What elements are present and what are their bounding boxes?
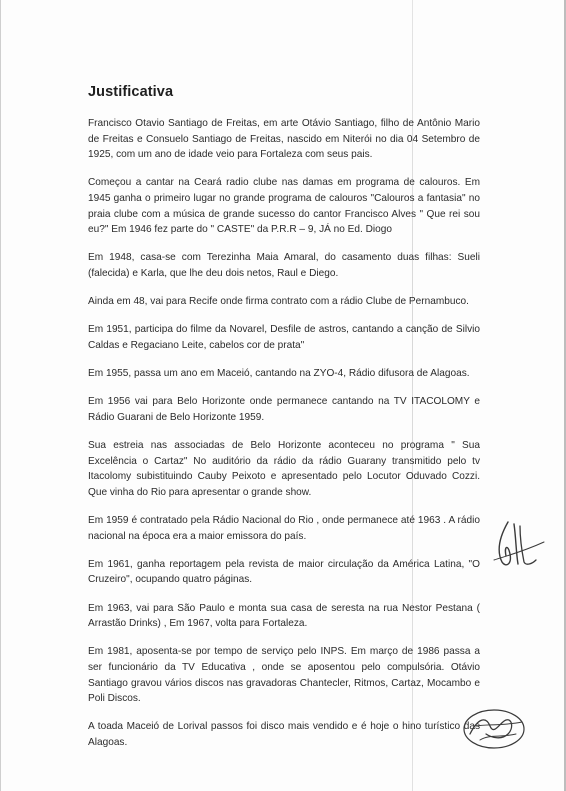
paragraph-sao-paulo: Em 1963, vai para São Paulo e monta sua casa de seresta na rua Nestor Pestana ( Arrastão Drinks) , Em 1967, volta para Fortaleza. (88, 602, 480, 630)
paragraph-cruzeiro: Em 1961, ganha reportagem pela revista de maior circulação da América Latina, "O Cruzeiro", ocupando quatro páginas. (88, 558, 480, 586)
document-title: Justificativa (88, 84, 174, 100)
paragraph-retirement: Em 1981, aposenta-se por tempo de serviço pelo INPS. Em março de 1986 passa a ser funcionário da TV Educativa , onde se aposentou pelo compulsória. Otávio Santiago gravou vários discos nas gravadoras Chantecler, Ritmos, Cartaz, Mocambo e Poli Discos. (88, 646, 480, 705)
paragraph-marriage: Em 1948, casa-se com Terezinha Maia Amaral, do casamento duas filhas: Sueli (falecida) e Karla, que lhe deu dois netos, Raul e Diego. (88, 252, 480, 279)
initials-signature-icon (486, 516, 546, 572)
paragraph-film: Em 1951, participa do filme da Novarel, Desfile de astros, cantando a canção de Silvio Caldas e Regaciano Leite, cabelos cor de prata" (88, 324, 480, 351)
paragraph-recife: Ainda em 48, vai para Recife onde firma contrato com a rádio Clube de Pernambuco. (88, 296, 469, 308)
paragraph-debut: Sua estreia nas associadas de Belo Horizonte aconteceu no programa " Sua Excelência o Cartaz" No auditório da rádio da rádio Guarany transmitido pelo tv Itacolomy subistituindo Cauby Peixoto e apresentado pelo Locutor Oduvado Cozzi. Que vinha do Rio para apresentar o grande show. (88, 440, 480, 498)
paragraph-maceio: Em 1955, passa um ano em Maceió, cantando na ZYO-4, Rádio difusora de Alagoas. (88, 368, 470, 380)
document-body (88, 84, 480, 763)
paragraph-career-start: Começou a cantar na Ceará radio clube nas damas em programa de calouros. Em 1945 ganha o primeiro lugar no grande programa de calouros "Calouros a fantasia" no praia clube com a música de grande sucesso do cantor Francisco Alves " Que rei sou eu?" Em 1946 fez parte do " CASTE" da P.R.R – 9, JÁ no Ed. Diogo (88, 177, 480, 236)
rubric-signature-icon (456, 704, 530, 754)
paragraph-birth: Francisco Otavio Santiago de Freitas, em arte Otávio Santiago, filho de Antônio Mario de Freitas e Consuelo Santiago de Freitas, nascido em Niterói no dia 04 Setembro de 1925, com um ano de idade veio para Fortaleza com seus pais. (88, 118, 480, 161)
paragraph-belo-horizonte: Em 1956 vai para Belo Horizonte onde permanece cantando na TV ITACOLOMY e Rádio Guarani de Belo Horizonte 1959. (88, 396, 480, 423)
paragraph-radio-nacional: Em 1959 é contratado pela Rádio Nacional do Rio , onde permanece até 1963 . A rádio nacional na época era a maior emissora do país. (88, 515, 480, 542)
page-left-edge (0, 0, 1, 791)
paragraph-toada: A toada Maceió de Lorival passos foi disco mais vendido e é hoje o hino turístico das Alagoas. (88, 721, 480, 748)
